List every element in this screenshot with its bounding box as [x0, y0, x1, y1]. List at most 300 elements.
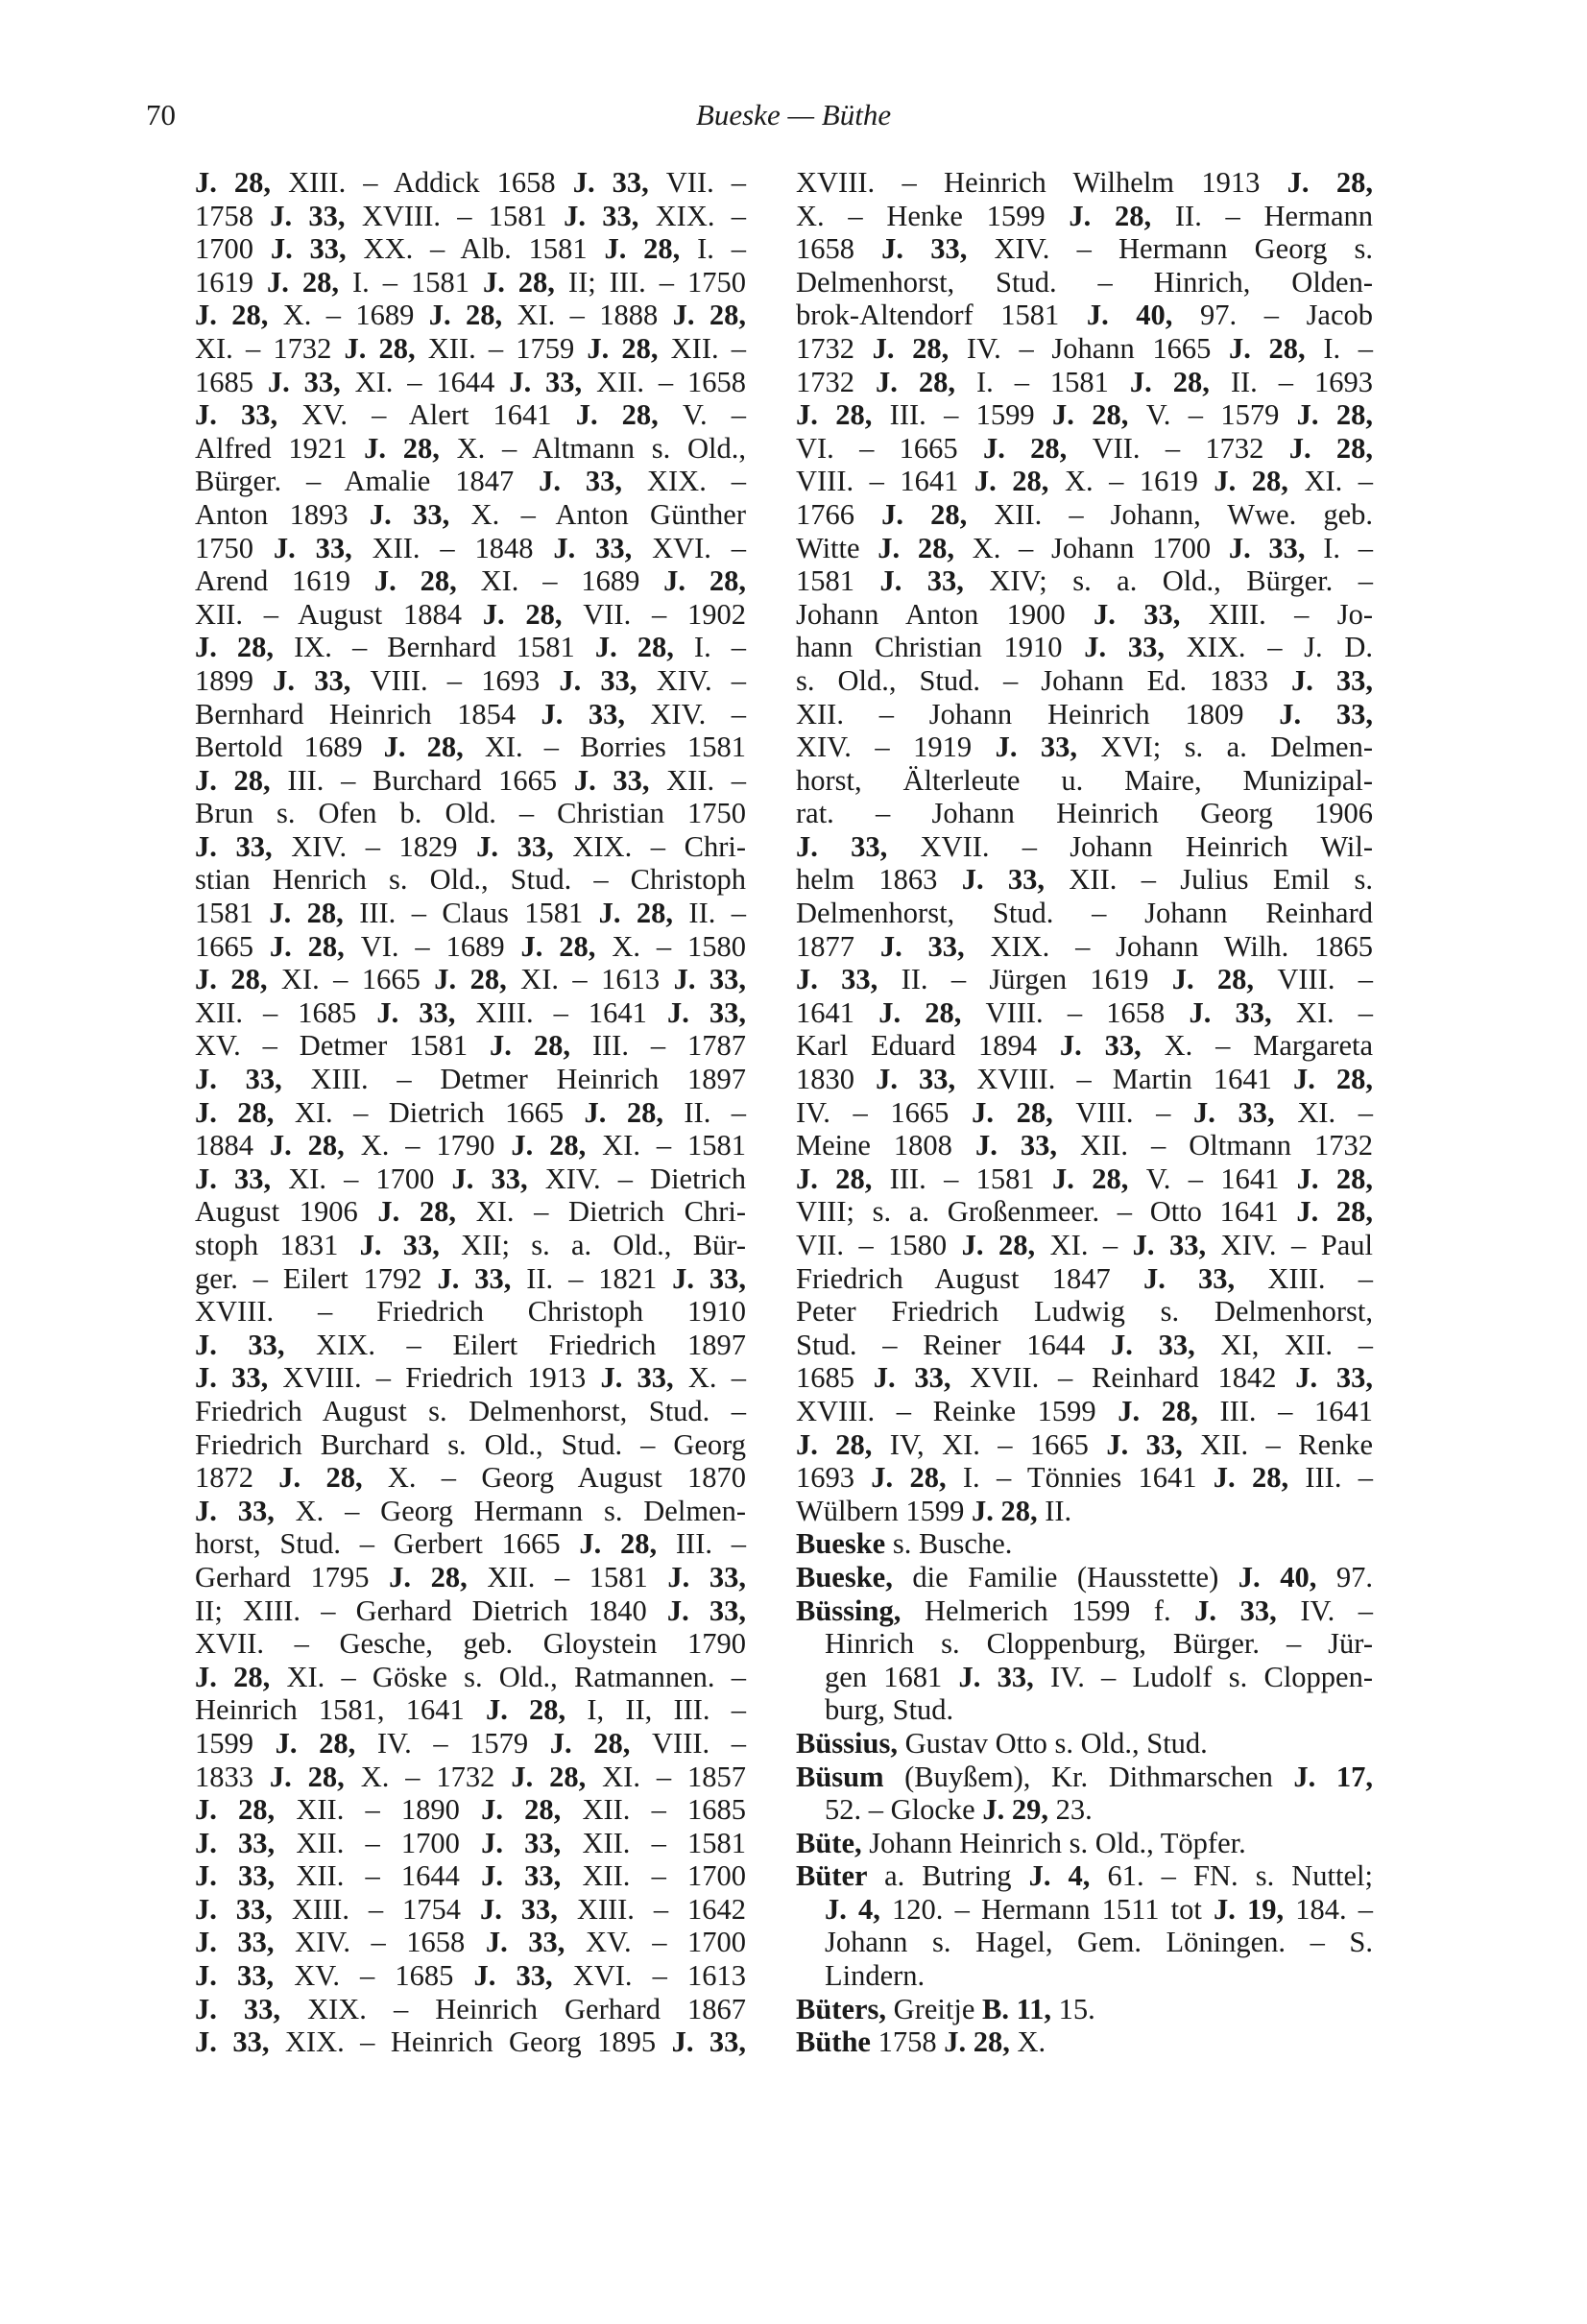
text-run: XII. – 1890	[296, 1793, 482, 1827]
text-run: (Buyßem), Kr. Dithmarschen	[904, 1760, 1294, 1793]
text-run: 1758	[878, 2025, 945, 2059]
index-line	[796, 166, 1373, 200]
running-head: Bueske — Büthe	[695, 98, 892, 132]
bold-reference: J. 28,	[490, 1029, 592, 1063]
index-line	[195, 1063, 746, 1096]
bold-reference: J. 33,	[1084, 631, 1187, 664]
index-line	[195, 1395, 746, 1428]
text-run: XII. – 1658	[596, 365, 747, 398]
index-line	[195, 532, 746, 565]
text-run: 1872	[195, 1461, 279, 1495]
text-run: III. – 1787	[591, 1029, 746, 1063]
bold-reference: J. 28,	[1213, 1461, 1306, 1495]
index-line	[195, 1361, 746, 1395]
index-line	[195, 1793, 746, 1827]
text-run: II. –	[684, 1095, 746, 1129]
bold-reference: J. 28,	[881, 497, 995, 531]
bold-reference: J. 28,	[604, 232, 698, 266]
bold-reference: J. 28,	[269, 1129, 361, 1162]
index-line	[796, 532, 1373, 565]
text-run: 1877	[796, 929, 880, 963]
text-run: XV. – Detmer 1581	[195, 1029, 491, 1063]
text-run: 97.	[1335, 1560, 1373, 1593]
bold-reference: J. 33,	[376, 995, 476, 1029]
index-line	[195, 1693, 746, 1727]
text-run: X. – 1689	[282, 299, 429, 332]
bold-reference: J. 28,	[672, 299, 747, 332]
index-line	[796, 1495, 1373, 1528]
text-run: Johann Anton 1900	[796, 597, 1094, 631]
index-line	[195, 1162, 746, 1196]
bold-reference: J. 33,	[195, 398, 302, 432]
text-run: VII. – 1732	[1092, 431, 1289, 465]
bold-reference: Büssius,	[796, 1726, 905, 1760]
bold-reference: J. 28,	[275, 1726, 377, 1760]
bold-reference: J. 28,	[872, 331, 967, 365]
text-run: Greitje	[893, 1992, 982, 2025]
text-run: Friedrich August 1847	[796, 1261, 1143, 1295]
text-run: III. – Burchard 1665	[287, 763, 574, 797]
index-line	[195, 1229, 746, 1262]
text-run: VIII; s. a. Großenmeer. – Otto 1641	[796, 1195, 1297, 1229]
text-run: I, II, III. –	[587, 1693, 747, 1727]
index-line	[796, 897, 1373, 930]
bold-reference: J. 33,	[195, 1063, 311, 1096]
text-run: IV. – Johann 1665	[966, 331, 1230, 365]
text-run: X. – Georg August 1870	[387, 1461, 747, 1495]
text-run: XIII. – 1754	[291, 1892, 480, 1926]
bold-reference: J. 33,	[673, 963, 747, 996]
index-line	[796, 930, 1373, 964]
text-run: Gerhard 1795	[195, 1560, 390, 1593]
bold-reference: J. 28,	[971, 1494, 1046, 1527]
text-run: s. Busche.	[892, 1527, 1013, 1561]
bold-reference: J. 28,	[266, 265, 352, 299]
bold-reference: J. 33,	[195, 1926, 296, 1959]
bold-reference: J. 28,	[587, 331, 671, 365]
text-run: XI. – 1581	[602, 1129, 747, 1162]
right-column	[796, 166, 1373, 2059]
text-run: Wülbern 1599	[796, 1494, 972, 1527]
text-run: XII. – 1644	[296, 1859, 482, 1893]
bold-reference: J. 33,	[879, 564, 990, 598]
text-run: VIII. –	[652, 1726, 746, 1760]
index-line	[195, 1661, 746, 1694]
bold-reference: J. 33,	[1295, 1361, 1374, 1395]
text-run: 52. – Glocke	[825, 1793, 983, 1827]
bold-reference: Büter	[796, 1859, 885, 1893]
index-line	[796, 1096, 1373, 1130]
index-line	[195, 2025, 746, 2059]
text-run: XIV; s. a. Old., Bürger. –	[989, 564, 1374, 598]
index-line	[796, 232, 1373, 266]
bold-reference: J. 28,	[878, 995, 986, 1029]
index-entry-line	[796, 1827, 1373, 1860]
index-line	[195, 1594, 746, 1628]
bold-reference: J. 33,	[195, 2025, 285, 2059]
text-run: XII. – Oltmann 1732	[1080, 1129, 1374, 1162]
index-line	[195, 200, 746, 233]
index-line	[796, 1361, 1373, 1395]
bold-reference: J. 28,	[974, 465, 1065, 498]
text-run: XII; s. a. Old., Bür-	[461, 1229, 746, 1261]
index-line	[195, 398, 746, 432]
index-line	[195, 465, 746, 498]
text-run: XII. – 1848	[372, 531, 554, 564]
text-run: XVIII. – Friedrich Christoph 1910	[195, 1295, 746, 1329]
bold-reference: J. 28,	[485, 1693, 588, 1727]
text-run: 1766	[796, 497, 882, 531]
index-line	[195, 1561, 746, 1594]
text-run: Helmerich 1599 f.	[924, 1593, 1195, 1627]
bold-reference: J. 33,	[195, 1361, 283, 1395]
index-line	[195, 764, 746, 798]
text-run: 1581	[195, 897, 270, 930]
text-run: 1700	[195, 232, 271, 266]
index-line	[195, 963, 746, 996]
index-line	[195, 1627, 746, 1661]
text-run: XIV. – Hermann Georg s.	[994, 232, 1373, 266]
index-line	[796, 863, 1373, 897]
text-run: VIII. –	[1277, 963, 1373, 996]
bold-reference: J. 33,	[881, 232, 995, 266]
text-run: Bernhard Heinrich 1854	[195, 697, 541, 731]
index-line	[796, 963, 1373, 996]
bold-reference: J. 33,	[195, 829, 292, 863]
index-line	[195, 1527, 746, 1561]
bold-reference: J. 28,	[511, 1760, 603, 1793]
bold-reference: J. 28,	[1069, 199, 1175, 232]
bold-reference: J. 33,	[481, 1826, 583, 1859]
index-line	[195, 1428, 746, 1462]
text-run: XI. – Göske s. Old., Ratmannen. –	[286, 1660, 747, 1693]
bold-reference: J. 33,	[195, 1494, 296, 1527]
text-run: burg, Stud.	[825, 1693, 954, 1727]
text-run: VIII. – 1693	[370, 663, 560, 697]
index-line	[195, 897, 746, 930]
text-run: X. – 1580	[612, 929, 747, 963]
text-run: XI. –	[1297, 1095, 1374, 1129]
text-run: X.	[1017, 2025, 1046, 2059]
text-run: I. –	[697, 232, 747, 266]
text-run: Friedrich August s. Delmenhorst, Stud. –	[195, 1394, 746, 1427]
text-run: XVIII. – Reinke 1599	[796, 1394, 1118, 1427]
index-line	[195, 266, 746, 299]
bold-reference: J. 33,	[879, 929, 991, 963]
text-run: 184. –	[1295, 1892, 1374, 1926]
text-run: 1599	[195, 1726, 276, 1760]
bold-reference: J. 28,	[1052, 1162, 1146, 1195]
bold-reference: J. 33,	[479, 1892, 577, 1926]
index-line	[796, 366, 1373, 399]
index-line	[796, 398, 1373, 432]
bold-reference: J. 28,	[796, 1162, 890, 1195]
text-run: 1619	[195, 265, 267, 299]
index-line	[796, 299, 1373, 332]
bold-reference: J. 28,	[428, 299, 517, 332]
bold-reference: J. 28,	[663, 564, 747, 598]
bold-reference: J. 28,	[520, 929, 613, 963]
bold-reference: J. 28,	[195, 1660, 287, 1693]
text-run: XI. –	[1049, 1229, 1133, 1261]
index-line	[195, 498, 746, 532]
text-run: stoph 1831	[195, 1229, 360, 1261]
bold-reference: J. 33,	[509, 365, 597, 398]
bold-reference: J. 28,	[579, 1527, 676, 1561]
index-line	[195, 1926, 746, 1959]
bold-reference: J. 33,	[876, 1063, 977, 1096]
text-run: 1693	[796, 1461, 872, 1495]
text-run: VII. – 1902	[583, 597, 746, 631]
text-run: horst, Älterleute u. Maire, Munizipal-	[796, 763, 1373, 797]
bold-reference: J. 33,	[195, 1859, 297, 1893]
bold-reference: J. 33,	[1111, 1328, 1221, 1361]
text-run: VI. – 1665	[796, 431, 983, 465]
text-run: XI. – 1888	[517, 299, 673, 332]
text-run: 1641	[796, 995, 879, 1029]
bold-reference: J. 28,	[269, 929, 361, 963]
bold-reference: J. 28,	[1171, 963, 1278, 996]
text-run: 15.	[1058, 1992, 1095, 2025]
bold-reference: J. 28,	[982, 431, 1093, 465]
index-line	[195, 830, 746, 864]
bold-reference: J. 33,	[1142, 1261, 1268, 1295]
bold-reference: J. 28,	[1214, 465, 1305, 498]
index-line	[195, 366, 746, 399]
text-run: X. – Johann 1700	[972, 531, 1229, 564]
index-line	[796, 731, 1373, 764]
bold-reference: J. 28,	[549, 1726, 653, 1760]
index-line	[796, 332, 1373, 366]
text-run: V. – 1579	[1145, 398, 1297, 432]
bold-reference: J. 28,	[594, 631, 694, 664]
index-entry-line	[796, 1727, 1373, 1761]
bold-reference: J. 28,	[1129, 365, 1231, 398]
bold-reference: J. 28,	[871, 1461, 963, 1495]
bold-reference: J. 28,	[195, 166, 289, 199]
bold-reference: J. 28,	[434, 963, 521, 996]
bold-reference: J. 28,	[575, 398, 683, 432]
text-run: XIV. –	[656, 663, 747, 697]
text-run: 1899	[195, 663, 274, 697]
index-line	[195, 598, 746, 632]
bold-reference: J. 17,	[1293, 1760, 1374, 1793]
index-line	[796, 631, 1373, 664]
bold-reference: J. 28,	[1229, 331, 1324, 365]
bold-reference: J. 28,	[875, 365, 976, 398]
index-line	[195, 1129, 746, 1162]
text-run: Peter Friedrich Ludwig s. Delmenhorst,	[796, 1295, 1373, 1329]
bold-reference: J. 28,	[1286, 166, 1373, 199]
index-line	[796, 266, 1373, 299]
index-line	[796, 1295, 1373, 1329]
index-line	[195, 432, 746, 466]
text-run: IV. –	[1300, 1593, 1374, 1627]
text-run: XIX. – J. D.	[1186, 631, 1374, 664]
text-run: horst, Stud. – Gerbert 1665	[195, 1527, 580, 1561]
index-line	[195, 731, 746, 764]
bold-reference: J. 33,	[195, 1162, 289, 1195]
text-run: XII. – Julius Emil s.	[1069, 863, 1373, 897]
text-run: XX. – Alb. 1581	[363, 232, 605, 266]
text-run: Stud. – Reiner 1644	[796, 1328, 1112, 1361]
index-line	[796, 1029, 1373, 1063]
text-run: II. –	[688, 897, 747, 930]
text-run: XII. – August 1884	[195, 597, 483, 631]
text-run: XVIII. – Friedrich 1913	[282, 1361, 601, 1395]
text-run: XIV. – 1919	[796, 731, 996, 764]
index-line	[195, 863, 746, 897]
text-run: 23.	[1055, 1793, 1093, 1827]
bold-reference: J. 28,	[269, 897, 360, 930]
text-run: Gustav Otto s. Old., Stud.	[904, 1726, 1208, 1760]
bold-reference: J. 33,	[1194, 1593, 1301, 1627]
text-run: X. – Altmann s. Old.,	[456, 431, 746, 465]
text-run: XIII. –	[1267, 1261, 1374, 1295]
bold-reference: J. 28,	[364, 431, 457, 465]
index-line	[796, 996, 1373, 1030]
bold-reference: J. 33,	[195, 1959, 295, 1993]
bold-reference: J. 33,	[564, 199, 656, 232]
text-run: 97. – Jacob	[1200, 299, 1374, 332]
bold-reference: J. 33,	[873, 1361, 971, 1395]
bold-reference: J. 33,	[666, 1593, 746, 1627]
text-run: XVI. – 1613	[572, 1959, 747, 1993]
text-run: XVII. – Gesche, geb. Gloystein 1790	[195, 1627, 746, 1661]
text-run: Delmenhorst, Stud. – Johann Reinhard	[796, 897, 1373, 930]
bold-reference: J. 28,	[383, 731, 485, 764]
bold-reference: J. 33,	[195, 1992, 308, 2025]
bold-reference: J. 33,	[1094, 597, 1209, 631]
text-run: XI. – 1665	[280, 963, 435, 996]
text-run: X. – 1790	[360, 1129, 512, 1162]
text-run: VIII. – 1658	[985, 995, 1190, 1029]
text-run: VII. –	[665, 166, 747, 199]
bold-reference: J. 28,	[377, 1195, 476, 1229]
text-run: II. – 1821	[526, 1261, 673, 1295]
text-run: XII. – 1759	[427, 331, 588, 365]
index-line	[195, 631, 746, 664]
bold-reference: J. 28,	[972, 1095, 1076, 1129]
text-run: I. –	[1323, 331, 1373, 365]
bold-reference: J. 33,	[270, 232, 364, 266]
bold-reference: J. 33,	[273, 531, 373, 564]
text-run: Hinrich s. Cloppenburg, Bürger. – Jür-	[825, 1627, 1373, 1661]
index-line	[195, 1959, 746, 1993]
bold-reference: J. 40,	[1086, 299, 1201, 332]
text-run: 1732	[796, 331, 873, 365]
bold-reference: J. 19,	[1213, 1892, 1296, 1926]
bold-reference: Bueske	[796, 1527, 893, 1561]
bold-reference: J. 33,	[667, 1560, 747, 1593]
text-run: XII. –	[666, 763, 747, 797]
text-run: Anton 1893	[195, 497, 370, 531]
text-run: II; XIII. – Gerhard Dietrich 1840	[195, 1593, 667, 1627]
bold-reference: Büssing,	[796, 1593, 925, 1627]
index-line	[796, 1959, 1373, 1993]
bold-reference: J. 28,	[195, 1793, 297, 1827]
text-run: III. – 1599	[889, 398, 1053, 432]
text-run: IV. – Ludolf s. Cloppen-	[1049, 1660, 1373, 1693]
text-run: III. – 1641	[1219, 1394, 1373, 1427]
text-run: XI. – 1857	[602, 1760, 747, 1793]
text-run: XII. – Renke	[1200, 1427, 1374, 1461]
bold-reference: J. 28,	[511, 1129, 603, 1162]
text-run: Karl Eduard 1894	[796, 1029, 1060, 1063]
index-line	[796, 1162, 1373, 1196]
text-run: XII. – 1581	[582, 1826, 747, 1859]
bold-reference: B. 11,	[981, 1992, 1059, 2025]
bold-reference: J. 33,	[671, 2025, 747, 2059]
text-run: 61. – FN. s. Nuttel;	[1107, 1859, 1373, 1893]
bold-reference: J. 28,	[482, 265, 568, 299]
text-run: XII. – Johann Heinrich 1809	[796, 697, 1280, 731]
bold-reference: J. 28,	[878, 531, 973, 564]
index-line	[195, 1329, 746, 1362]
text-run: Delmenhorst, Stud. – Hinrich, Olden-	[796, 265, 1373, 299]
bold-reference: Büters,	[796, 1992, 894, 2025]
index-line	[796, 1063, 1373, 1096]
index-entry-line	[796, 1527, 1373, 1561]
text-run: VIII. –	[1075, 1095, 1194, 1129]
bold-reference: J. 28,	[195, 963, 281, 996]
text-run: XII. – 1700	[296, 1826, 482, 1859]
text-run: brok-Altendorf 1581	[796, 299, 1087, 332]
index-line	[195, 1727, 746, 1761]
bold-reference: J. 28,	[796, 1427, 890, 1461]
text-run: IV, XI. – 1665	[889, 1427, 1107, 1461]
index-line	[195, 664, 746, 698]
text-run: XI. – 1700	[288, 1162, 452, 1195]
index-line	[796, 598, 1373, 632]
text-run: III. –	[1305, 1461, 1373, 1495]
text-run: X. – Margareta	[1164, 1029, 1373, 1063]
bold-reference: J. 33,	[1132, 1229, 1221, 1261]
text-run: a. Butring	[884, 1859, 1029, 1893]
text-run: s. Old., Stud. – Johann Ed. 1833	[796, 663, 1292, 697]
bold-reference: J. 33,	[672, 1261, 746, 1295]
bold-reference: J. 33,	[1193, 1095, 1298, 1129]
bold-reference: J. 33,	[1059, 1029, 1165, 1063]
text-run: X. – 1732	[360, 1760, 512, 1793]
index-line	[195, 1893, 746, 1927]
text-run: Heinrich 1581, 1641	[195, 1693, 486, 1727]
bold-reference: J. 33,	[481, 1859, 583, 1893]
bold-reference: J. 29,	[982, 1793, 1056, 1827]
bold-reference: J. 33,	[573, 763, 667, 797]
index-line	[195, 1859, 746, 1893]
text-run: I. –	[693, 631, 746, 664]
bold-reference: J. 28,	[195, 1095, 295, 1129]
text-run: III. – 1581	[889, 1162, 1053, 1195]
index-line	[796, 1129, 1373, 1162]
text-run: IV. – 1665	[796, 1095, 973, 1129]
index-line	[796, 1693, 1373, 1727]
text-run: 1658	[796, 232, 882, 266]
text-run: gen 1681	[825, 1660, 959, 1693]
text-run: X. – Anton Günther	[470, 497, 747, 531]
bold-reference: J. 28,	[195, 763, 288, 797]
index-line	[796, 1262, 1373, 1296]
bold-reference: J. 33,	[1106, 1427, 1201, 1461]
bold-reference: J. 33,	[485, 1926, 586, 1959]
bold-reference: Büte,	[796, 1826, 870, 1859]
text-run: XIX. –	[646, 465, 746, 498]
index-line	[195, 232, 746, 266]
index-line	[796, 1395, 1373, 1428]
bold-reference: J. 28,	[1292, 1063, 1374, 1096]
index-line	[796, 1661, 1373, 1694]
